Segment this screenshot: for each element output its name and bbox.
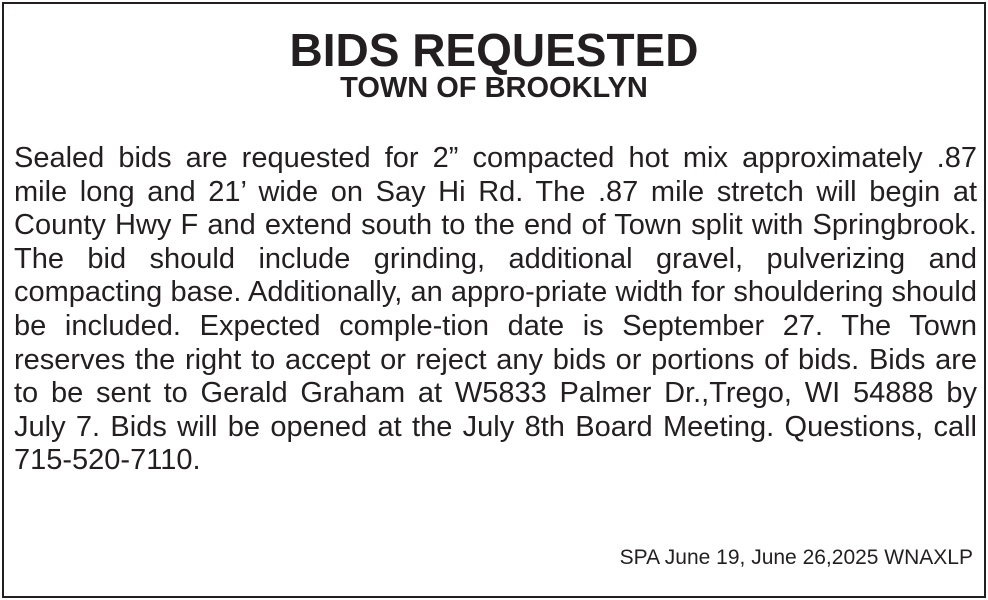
notice-subtitle: TOWN OF BROOKLYN bbox=[340, 72, 648, 104]
notice-body: Sealed bids are requested for 2” compacted hot mix approximately .87 mile long and 21’ wide on Say Hi Rd. The .87 mile stretch will begin at County Hwy F and extend south to the end of Town split with Springbrook. The bid should include grinding, additional gravel, pulverizing and compacting base. Additionally, an appro-priate width for shouldering should be included. Expected comple-tion date is September 27. The Town reserves the right to accept or reject any bids or portions of bids. Bids are to be sent to Gerald Graham at W5833 Palmer Dr.,Trego, WI 54888 by July 7. Bids will be opened at the July 8th Board Meeting. Questions, call 715-520-7110. bbox=[14, 142, 977, 477]
notice-title: BIDS REQUESTED bbox=[289, 24, 699, 76]
publication-info: SPA June 19, June 26,2025 WNAXLP bbox=[619, 546, 973, 569]
legal-notice-box bbox=[2, 2, 986, 598]
